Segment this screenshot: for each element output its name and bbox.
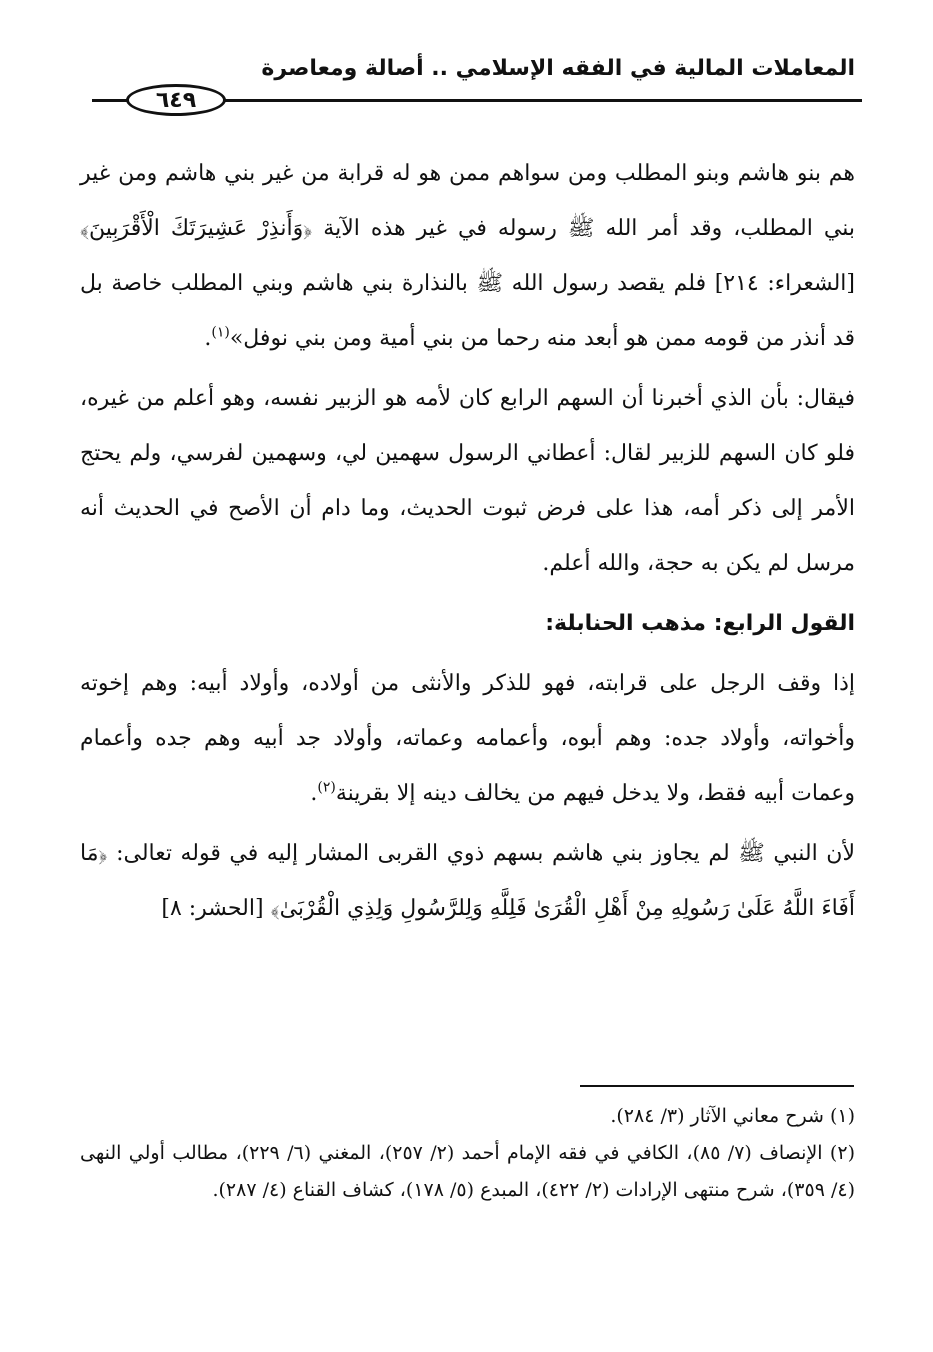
footnote-rule [580,1085,854,1087]
paragraph-3-end: . [310,781,318,806]
page-number [126,84,226,116]
running-title: المعاملات المالية في الفقه الإسلامي .. أصالة ومعاصرة [261,56,855,81]
paragraph-1 [80,146,855,366]
paragraph-1-text: هم بنو هاشم وبنو المطلب ومن سواهم ممن هو له قرابة من غير بني هاشم ومن غير بني المطلب، وقد أمر الله ﷺ رسوله في غير هذه الآية ﴿وَأَنذِرْ عَشِيرَتَكَ الْأَقْرَبِينَ﴾ [الشعراء: ٢١٤] فلم يقصد رسول الله ﷺ بالنذارة بني هاشم وبني المطلب خاصة بل قد أنذر من قومه ممن هو أبعد منه رحما من بني أمية ومن بني نوفل» [80,161,856,351]
paragraph-1-end: . [204,326,212,351]
paragraph-3 [80,656,855,821]
footnote-2: (٢) الإنصاف (٧/ ٨٥)، الكافي في فقه الإمام أحمد (٢/ ٢٥٧)، المغني (٦/ ٢٢٩)، مطالب أولي النهى (٤/ ٣٥٩)، شرح منتهى الإرادات (٢/ ٤٢٢)، المبدع (٥/ ١٧٨)، كشاف القناع (٤/ ٢٨٧). [80,1142,855,1201]
footnote-ref-1: (١) [211,324,230,341]
paragraph-3-text: إذا وقف الرجل على قرابته، فهو للذكر والأنثى من أولاده، وأولاد أبيه: وهم إخوته وأخواته، وأولاد جده: وهم أبوه، وأعمامه وعماته، وأولاد جد أبيه وهم جده وأعمام وعمات أبيه فقط، ولا يدخل فيهم من يخالف دينه إلا بقرينة [80,671,855,806]
section-heading: القول الرابع: مذهب الحنابلة: [545,611,855,636]
footnote-ref-2: (٢) [317,779,336,796]
main-text [80,146,855,941]
paragraph-2: فيقال: بأن الذي أخبرنا أن السهم الرابع كان لأمه هو الزبير نفسه، وهو أعلم من غيره، فلو كان السهم للزبير لقال: أعطاني الرسول سهمين لي، وسهمين لفرسي، ولم يحتج الأمر إلى ذكر أمه، هذا على فرض ثبوت الحديث، وما دام أن الأصح في الحديث أنه مرسل لم يكن به حجة، والله أعلم. [80,386,855,576]
footnotes [80,1098,855,1209]
page-number-text: ٦٤٩ [155,87,197,113]
footnote-1: (١) شرح معاني الآثار (٣/ ٢٨٤). [610,1105,855,1127]
paragraph-4: لأن النبي ﷺ لم يجاوز بني هاشم بسهم ذوي القربى المشار إليه في قوله تعالى: ﴿مَا أَفَاءَ اللَّهُ عَلَىٰ رَسُولِهِ مِنْ أَهْلِ الْقُرَىٰ فَلِلَّهِ وَلِلرَّسُولِ وَلِذِي الْقُرْبَىٰ﴾ [الحشر: ٨] [80,841,855,921]
